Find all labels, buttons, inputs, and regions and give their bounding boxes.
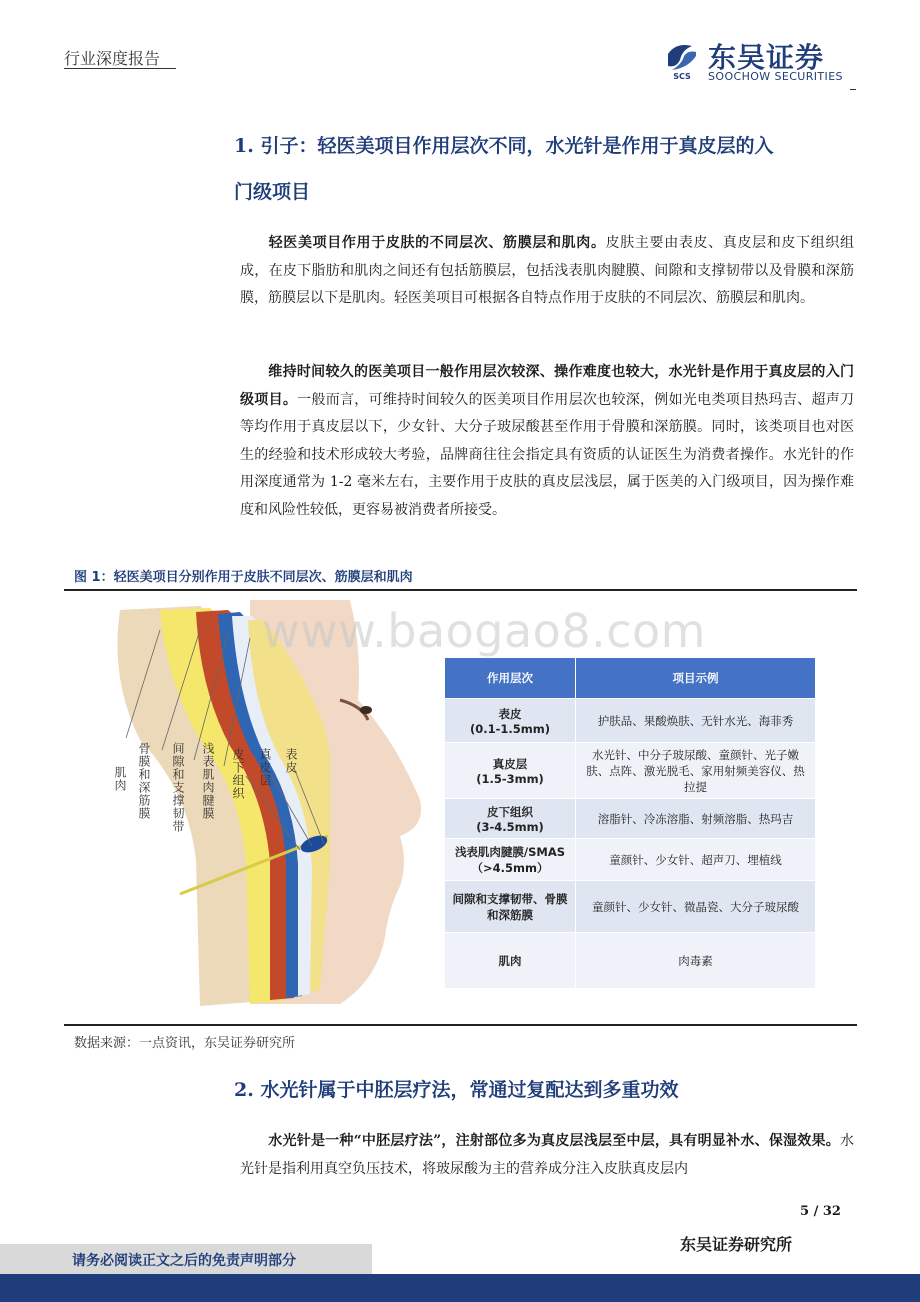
p2-bold-lead: 维持时间较久的医美项目一般作用层次较深、操作难度也较大，水光针是作用于真皮层的入门级项目。 — [240, 364, 854, 408]
layer-label-muscle: 肌肉 — [113, 766, 127, 792]
company-logo-icon — [662, 40, 702, 80]
logo-mark-text: SCS — [673, 72, 691, 80]
section1-paragraph-2 — [240, 359, 854, 524]
section2-paragraph-1 — [240, 1128, 854, 1183]
section1-heading-line1: 1. 引子：轻医美项目作用层次不同，水光针是作用于真皮层的入 — [234, 135, 774, 157]
table-cell-layer — [445, 839, 576, 881]
layer-depth: (0.1-1.5mm) — [470, 721, 550, 736]
table-cell-examples: 水光针、中分子玻尿酸、童颜针、光子嫩肤、点阵、激光脱毛、家用射频美容仪、热拉提 — [576, 743, 816, 799]
table-row — [445, 839, 816, 881]
table-cell-examples: 童颜针、少女针、微晶瓷、大分子玻尿酸 — [576, 881, 816, 933]
report-type-label: 行业深度报告 — [64, 49, 161, 68]
p2-text: 一般而言，可维持时间较久的医美项目作用层次也较深，例如光电类项目热玛吉、超声刀等均作用于真皮层以下，少女针、大分子玻尿酸甚至作用于骨膜和深筋膜。同时，该类项目也对医生的经验和技术形成较大考验，品牌商往往会指定具有资质的认证医生为消费者操作。水光针的作用深度通常为 1-2 毫米左右，主要作用于皮肤的真皮层浅层，属于医美的入门级项目，因为操作难度和风险性较低，更容易被消费者所接受。 — [240, 391, 855, 518]
table-cell-examples: 护肤品、果酸焕肤、无针水光、海菲秀 — [576, 699, 816, 743]
table-cell-examples: 童颜针、少女针、超声刀、埋植线 — [576, 839, 816, 881]
layer-label-subcutaneous: 皮下组织 — [231, 748, 245, 800]
layer-depth: （>4.5mm） — [471, 860, 549, 875]
layer-label-epidermis: 表皮 — [284, 748, 298, 774]
layer-label-ligament: 间隙和支撑韧带 — [171, 742, 185, 833]
layer-label-smas: 浅表肌肉腱膜 — [201, 742, 215, 820]
figure-title: 图 1：轻医美项目分别作用于皮肤不同层次、筋膜层和肌肉 — [74, 570, 413, 585]
table-row — [445, 743, 816, 799]
table-row — [445, 699, 816, 743]
table-cell-examples: 溶脂针、冷冻溶脂、射频溶脂、热玛吉 — [576, 799, 816, 839]
s2-p1-text: 水光针是指利用真空负压技术，将玻尿酸为主的营养成分注入皮肤真皮层内 — [240, 1133, 854, 1177]
table-header-row — [445, 658, 816, 699]
watermark: www.baogao8.com — [262, 604, 706, 658]
section2-heading: 2. 水光针属于中胚层疗法，常通过复配达到多重功效 — [234, 1079, 679, 1101]
logo-english: SOOCHOW SECURITIES — [708, 70, 843, 83]
table-header-examples: 项目示例 — [576, 658, 816, 699]
layer-name: 浅表肌肉腱膜/SMAS — [454, 844, 566, 859]
layer-name: 真皮层 — [492, 756, 528, 771]
p1-bold-lead: 轻医美项目作用于皮肤的不同层次、筋膜层和肌肉。 — [268, 235, 606, 251]
header-underline — [64, 68, 176, 69]
disclaimer-text: 请务必阅读正文之后的免责声明部分 — [72, 1253, 296, 1269]
layer-depth: (1.5-3mm) — [476, 771, 544, 786]
table-row — [445, 881, 816, 933]
logo-chinese: 东吴证券 — [708, 41, 825, 74]
table-cell-layer: 肌肉 — [445, 933, 576, 989]
eye-icon — [360, 706, 372, 714]
section1-paragraph-1 — [240, 230, 854, 313]
table-cell-layer — [445, 699, 576, 743]
figure-source: 数据来源：一点资讯，东吴证券研究所 — [74, 1036, 296, 1051]
s2-p1-bold-lead: 水光针是一种“中胚层疗法”，注射部位多为真皮层浅层至中层，具有明显补水、保湿效果。 — [268, 1133, 840, 1149]
table-cell-layer: 间隙和支撑韧带、骨膜和深筋膜 — [445, 881, 576, 933]
layer-name: 皮下组织 — [487, 804, 533, 819]
footer-bar — [0, 1274, 920, 1302]
table-cell-layer — [445, 743, 576, 799]
page-number: 5 / 32 — [800, 1204, 841, 1219]
table-header-layer: 作用层次 — [445, 658, 576, 699]
footer-organization: 东吴证券研究所 — [680, 1235, 793, 1254]
table-cell-examples: 肉毒素 — [576, 933, 816, 989]
layer-depth: (3-4.5mm) — [476, 819, 544, 834]
table-row — [445, 933, 816, 989]
header-tick — [850, 89, 856, 90]
layer-table — [444, 657, 816, 989]
p1-text: 皮肤主要由表皮、真皮层和皮下组织组成，在皮下脂肪和肌肉之间还有包括筋膜层，包括浅表肌肉腱膜、间隙和支撑韧带以及骨膜和深筋膜，筋膜层以下是肌肉。轻医美项目可根据各自特点作用于皮肤的不同层次、筋膜层和肌肉。 — [240, 235, 855, 306]
layer-label-dermis: 真皮层 — [258, 748, 272, 787]
figure-top-rule — [64, 589, 857, 591]
table-row — [445, 799, 816, 839]
table-cell-layer — [445, 799, 576, 839]
section1-heading-line2: 门级项目 — [234, 181, 311, 203]
layer-label-periosteum: 骨膜和深筋膜 — [137, 742, 151, 820]
figure-bottom-rule — [64, 1024, 857, 1026]
layer-name: 表皮 — [498, 706, 522, 721]
